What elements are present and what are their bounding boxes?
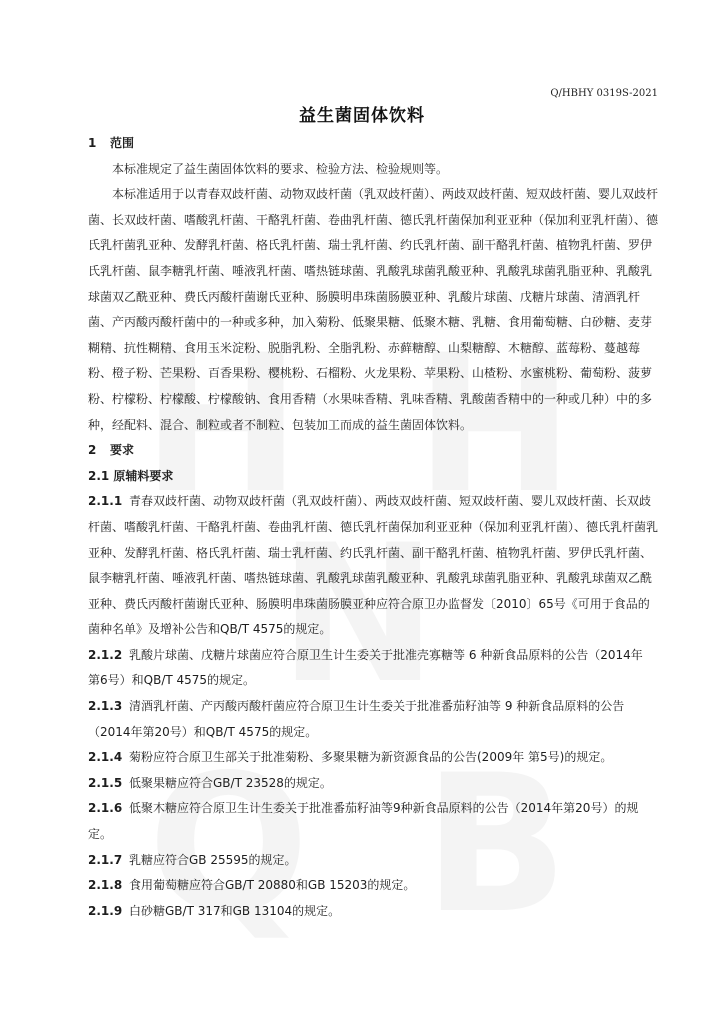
clause-number: 2.1.1 — [88, 494, 123, 509]
clause-number: 2.1.7 — [88, 852, 123, 867]
section-title: 要求 — [110, 443, 135, 458]
clause — [88, 694, 658, 745]
clause-number: 2.1.9 — [88, 903, 123, 918]
clause-number: 2.1.6 — [88, 801, 123, 816]
clause-number: 2.1.2 — [88, 647, 123, 662]
section-title: 范围 — [110, 136, 135, 150]
clause — [88, 848, 658, 874]
section-heading-requirements — [88, 438, 658, 464]
document-title: 益生菌固体饮料 — [299, 106, 425, 126]
document-body — [88, 131, 658, 924]
clause-number: 2.1.3 — [88, 699, 123, 714]
clause-text: 乳酸片球菌、戊糖片球菌应符合原卫生计生委关于批准壳寡糖等 6 种新食品原料的公告（2014年 第6号）和QB/T 4575的规定。 — [88, 647, 643, 688]
section-number: 2 — [88, 443, 97, 458]
clause — [88, 643, 658, 694]
clause — [88, 873, 658, 899]
clause-text: 食用葡萄糖应符合GB/T 20880和GB 15203的规定。 — [129, 878, 416, 893]
clause — [88, 771, 658, 797]
clause — [88, 745, 658, 771]
subsection-heading-materials: 2.1 原辅料要求 — [88, 468, 174, 483]
clause-text: 低聚果糖应符合GB/T 23528的规定。 — [129, 775, 332, 790]
clause — [88, 489, 658, 643]
clause-text: 白砂糖GB/T 317和GB 13104的规定。 — [129, 903, 341, 918]
clause-text: 清酒乳杆菌、产丙酸丙酸杆菌应符合原卫生计生委关于批准番茄籽油等 9 种新食品原料的公告（2014年第20号）和QB/T 4575的规定。 — [88, 699, 625, 739]
clause-text: 低聚木糖应符合原卫生计生委关于批准番茄籽油等9种新食品原料的公告（2014年第20号）的规定。 — [88, 801, 639, 842]
clause-text: 青春双歧杆菌、动物双歧杆菌（乳双歧杆菌）、两歧双歧杆菌、短双歧杆菌、婴儿双歧杆菌、长双歧杆菌、嗜酸乳杆菌、干酪乳杆菌、卷曲乳杆菌、德氏乳杆菌保加利亚亚种（保加利亚乳杆菌）、德氏乳杆菌乳亚种、发酵乳杆菌、格氏乳杆菌、瑞士乳杆菌、约氏乳杆菌、副干酪乳杆菌、植物乳杆菌、罗伊氏乳杆菌、鼠李糖乳杆菌、唾液乳杆菌、嗜热链球菌、乳酸乳球菌乳酸亚种、乳酸乳球菌乳脂亚种、乳酸乳球菌双乙酰亚种、费氏丙酸杆菌谢氏亚种、肠膜明串珠菌肠膜亚种应符合原卫办监督发〔2010〕65号《可用于食品的菌种名单》及增补公告和QB/T 4575的规定。 — [88, 494, 659, 637]
clause-number: 2.1.8 — [88, 878, 123, 893]
clause-text: 菊粉应符合原卫生部关于批准菊粉、多聚果糖为新资源食品的公告(2009年 第5号)的规定。 — [129, 750, 613, 765]
scope-paragraph-1: 本标准规定了益生菌固体饮料的要求、检验方法、检验规则等。 — [112, 161, 449, 176]
clause — [88, 899, 658, 925]
clause-number: 2.1.5 — [88, 775, 123, 790]
clause-number: 2.1.4 — [88, 750, 123, 765]
section-heading-scope — [88, 131, 658, 157]
section-number: 1 — [88, 136, 97, 150]
clause — [88, 796, 658, 847]
document-code: Q/HBHY 0319S-2021 — [550, 88, 658, 99]
clause-text: 乳糖应符合GB 25595的规定。 — [129, 852, 297, 867]
scope-paragraph-2: 本标准适用于以青春双歧杆菌、动物双歧杆菌（乳双歧杆菌）、两歧双歧杆菌、短双歧杆菌、婴儿双歧杆菌、长双歧杆菌、嗜酸乳杆菌、干酪乳杆菌、卷曲乳杆菌、德氏乳杆菌保加利亚亚种（保加利亚乳杆菌）、德氏乳杆菌乳亚种、发酵乳杆菌、格氏乳杆菌、瑞士乳杆菌、约氏乳杆菌、副干酪乳杆菌、植物乳杆菌、罗伊氏乳杆菌、鼠李糖乳杆菌、唾液乳杆菌、嗜热链球菌、乳酸乳球菌乳酸亚种、乳酸乳球菌乳脂亚种、乳酸乳球菌双乙酰亚种、费氏丙酸杆菌谢氏亚种、肠膜明串珠菌肠膜亚种、乳酸片球菌、戊糖片球菌、清酒乳杆菌、产丙酸丙酸杆菌中的一种或多种，加入菊粉、低聚果糖、低聚木糖、乳糖、食用葡萄糖、白砂糖、麦芽糊精、抗性糊精、食用玉米淀粉、脱脂乳粉、全脂乳粉、赤藓糖醇、山梨糖醇、木糖醇、蓝莓粉、蔓越莓粉、橙子粉、芒果粉、百香果粉、樱桃粉、石榴粉、火龙果粉、苹果粉、山楂粉、水蜜桃粉、葡萄粉、菠萝粉、柠檬粉、柠檬酸、柠檬酸钠、食用香精（水果味香精、乳味香精、乳酸菌香精中的一种或几种）中的多种，经配料、混合、制粒或者不制粒、包装加工而成的益生菌固体饮料。 — [88, 187, 659, 432]
